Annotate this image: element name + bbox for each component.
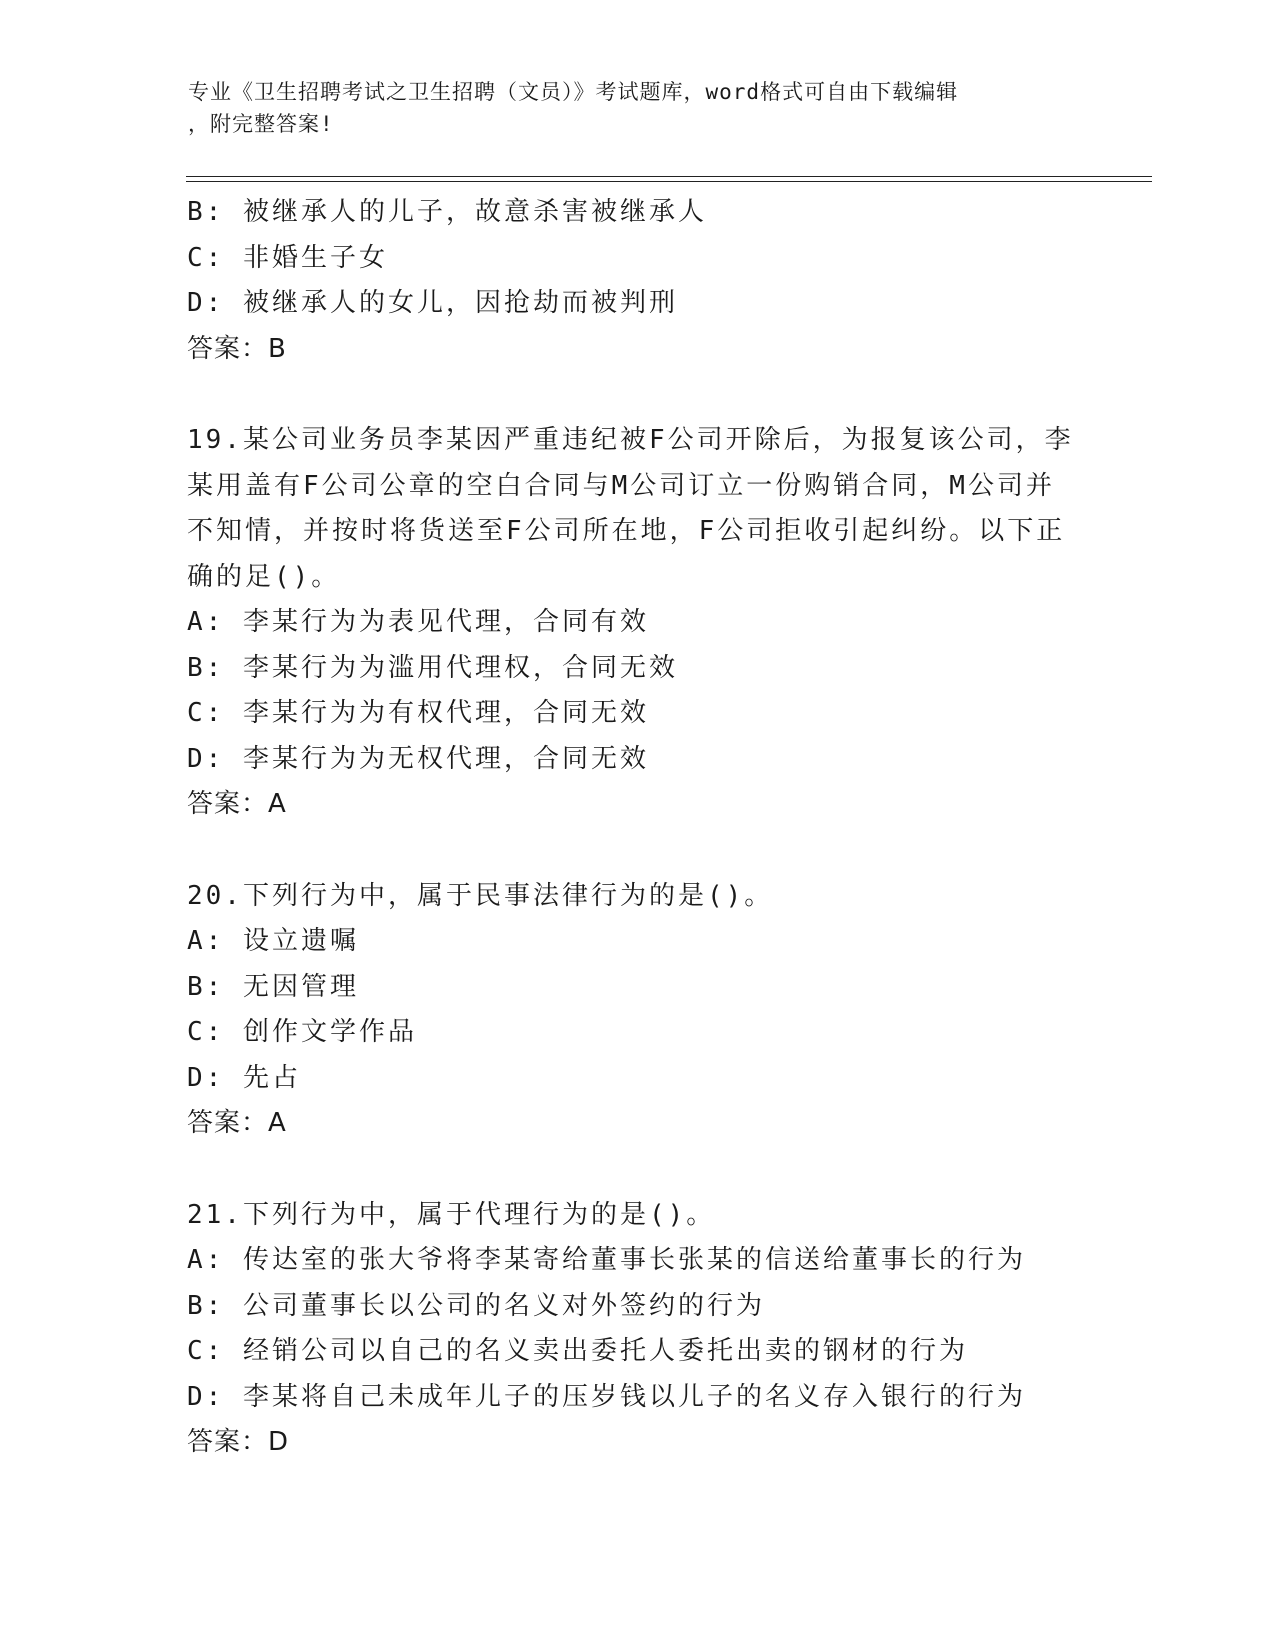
spacer [187,1147,1087,1193]
header-line-1: 专业《卫生招聘考试之卫生招聘（文员）》考试题库，word格式可自由下载编辑 [188,80,959,104]
question-stem: 确的足()。 [187,561,341,592]
question-21 [187,1193,1087,1466]
question-stem: 不知情，并按时将货送至F公司所在地，F公司拒收引起纠纷。以下正 [187,516,1066,546]
option-b: B: 无因管理 [187,971,359,1002]
option-b: B: 被继承人的儿子，故意杀害被继承人 [187,197,707,227]
option-c: C: 李某行为为有权代理，合同无效 [187,698,649,728]
question-19 [187,418,1087,828]
option-c: C: 创作文学作品 [187,1017,417,1047]
option-b: B: 李某行为为滥用代理权，合同无效 [187,652,678,683]
option-a: A: 传达室的张大爷将李某寄给董事长张某的信送给董事长的行为 [187,1245,1026,1275]
option-c: C: 非婚生子女 [187,242,388,273]
option-a: A: 设立遗嘱 [187,926,359,956]
option-d: D: 先占 [187,1062,301,1093]
question-content [187,190,1087,1466]
answer-label: 答案：B [187,333,287,364]
question-stem: 某用盖有F公司公章的空白合同与M公司订立一份购销合同，M公司并 [187,470,1055,501]
option-d: D: 被继承人的女儿，因抢劫而被判刑 [187,288,678,318]
header-rule-top [186,176,1152,177]
previous-question-tail [187,190,1087,372]
question-stem: 20.下列行为中，属于民事法律行为的是()。 [187,880,774,911]
option-d: D: 李某将自己未成年儿子的压岁钱以儿子的名义存入银行的行为 [187,1381,1026,1412]
header-rule-bottom [186,181,1152,182]
spacer [187,372,1087,418]
question-20 [187,874,1087,1147]
option-a: A: 李某行为为表见代理，合同有效 [187,607,649,637]
option-b: B: 公司董事长以公司的名义对外签约的行为 [187,1290,765,1321]
option-d: D: 李某行为为无权代理，合同无效 [187,743,649,774]
option-c: C: 经销公司以自己的名义卖出委托人委托出卖的钢材的行为 [187,1336,968,1366]
answer-label: 答案：A [187,1108,287,1138]
question-stem: 19.某公司业务员李某因严重违纪被F公司开除后，为报复该公司，李 [187,425,1074,455]
header-line-2: ，附完整答案! [188,112,334,136]
answer-label: 答案：D [187,1427,290,1457]
document-header [188,76,1068,140]
answer-label: 答案：A [187,789,287,819]
spacer [187,828,1087,874]
question-stem: 21.下列行为中，属于代理行为的是()。 [187,1199,716,1230]
